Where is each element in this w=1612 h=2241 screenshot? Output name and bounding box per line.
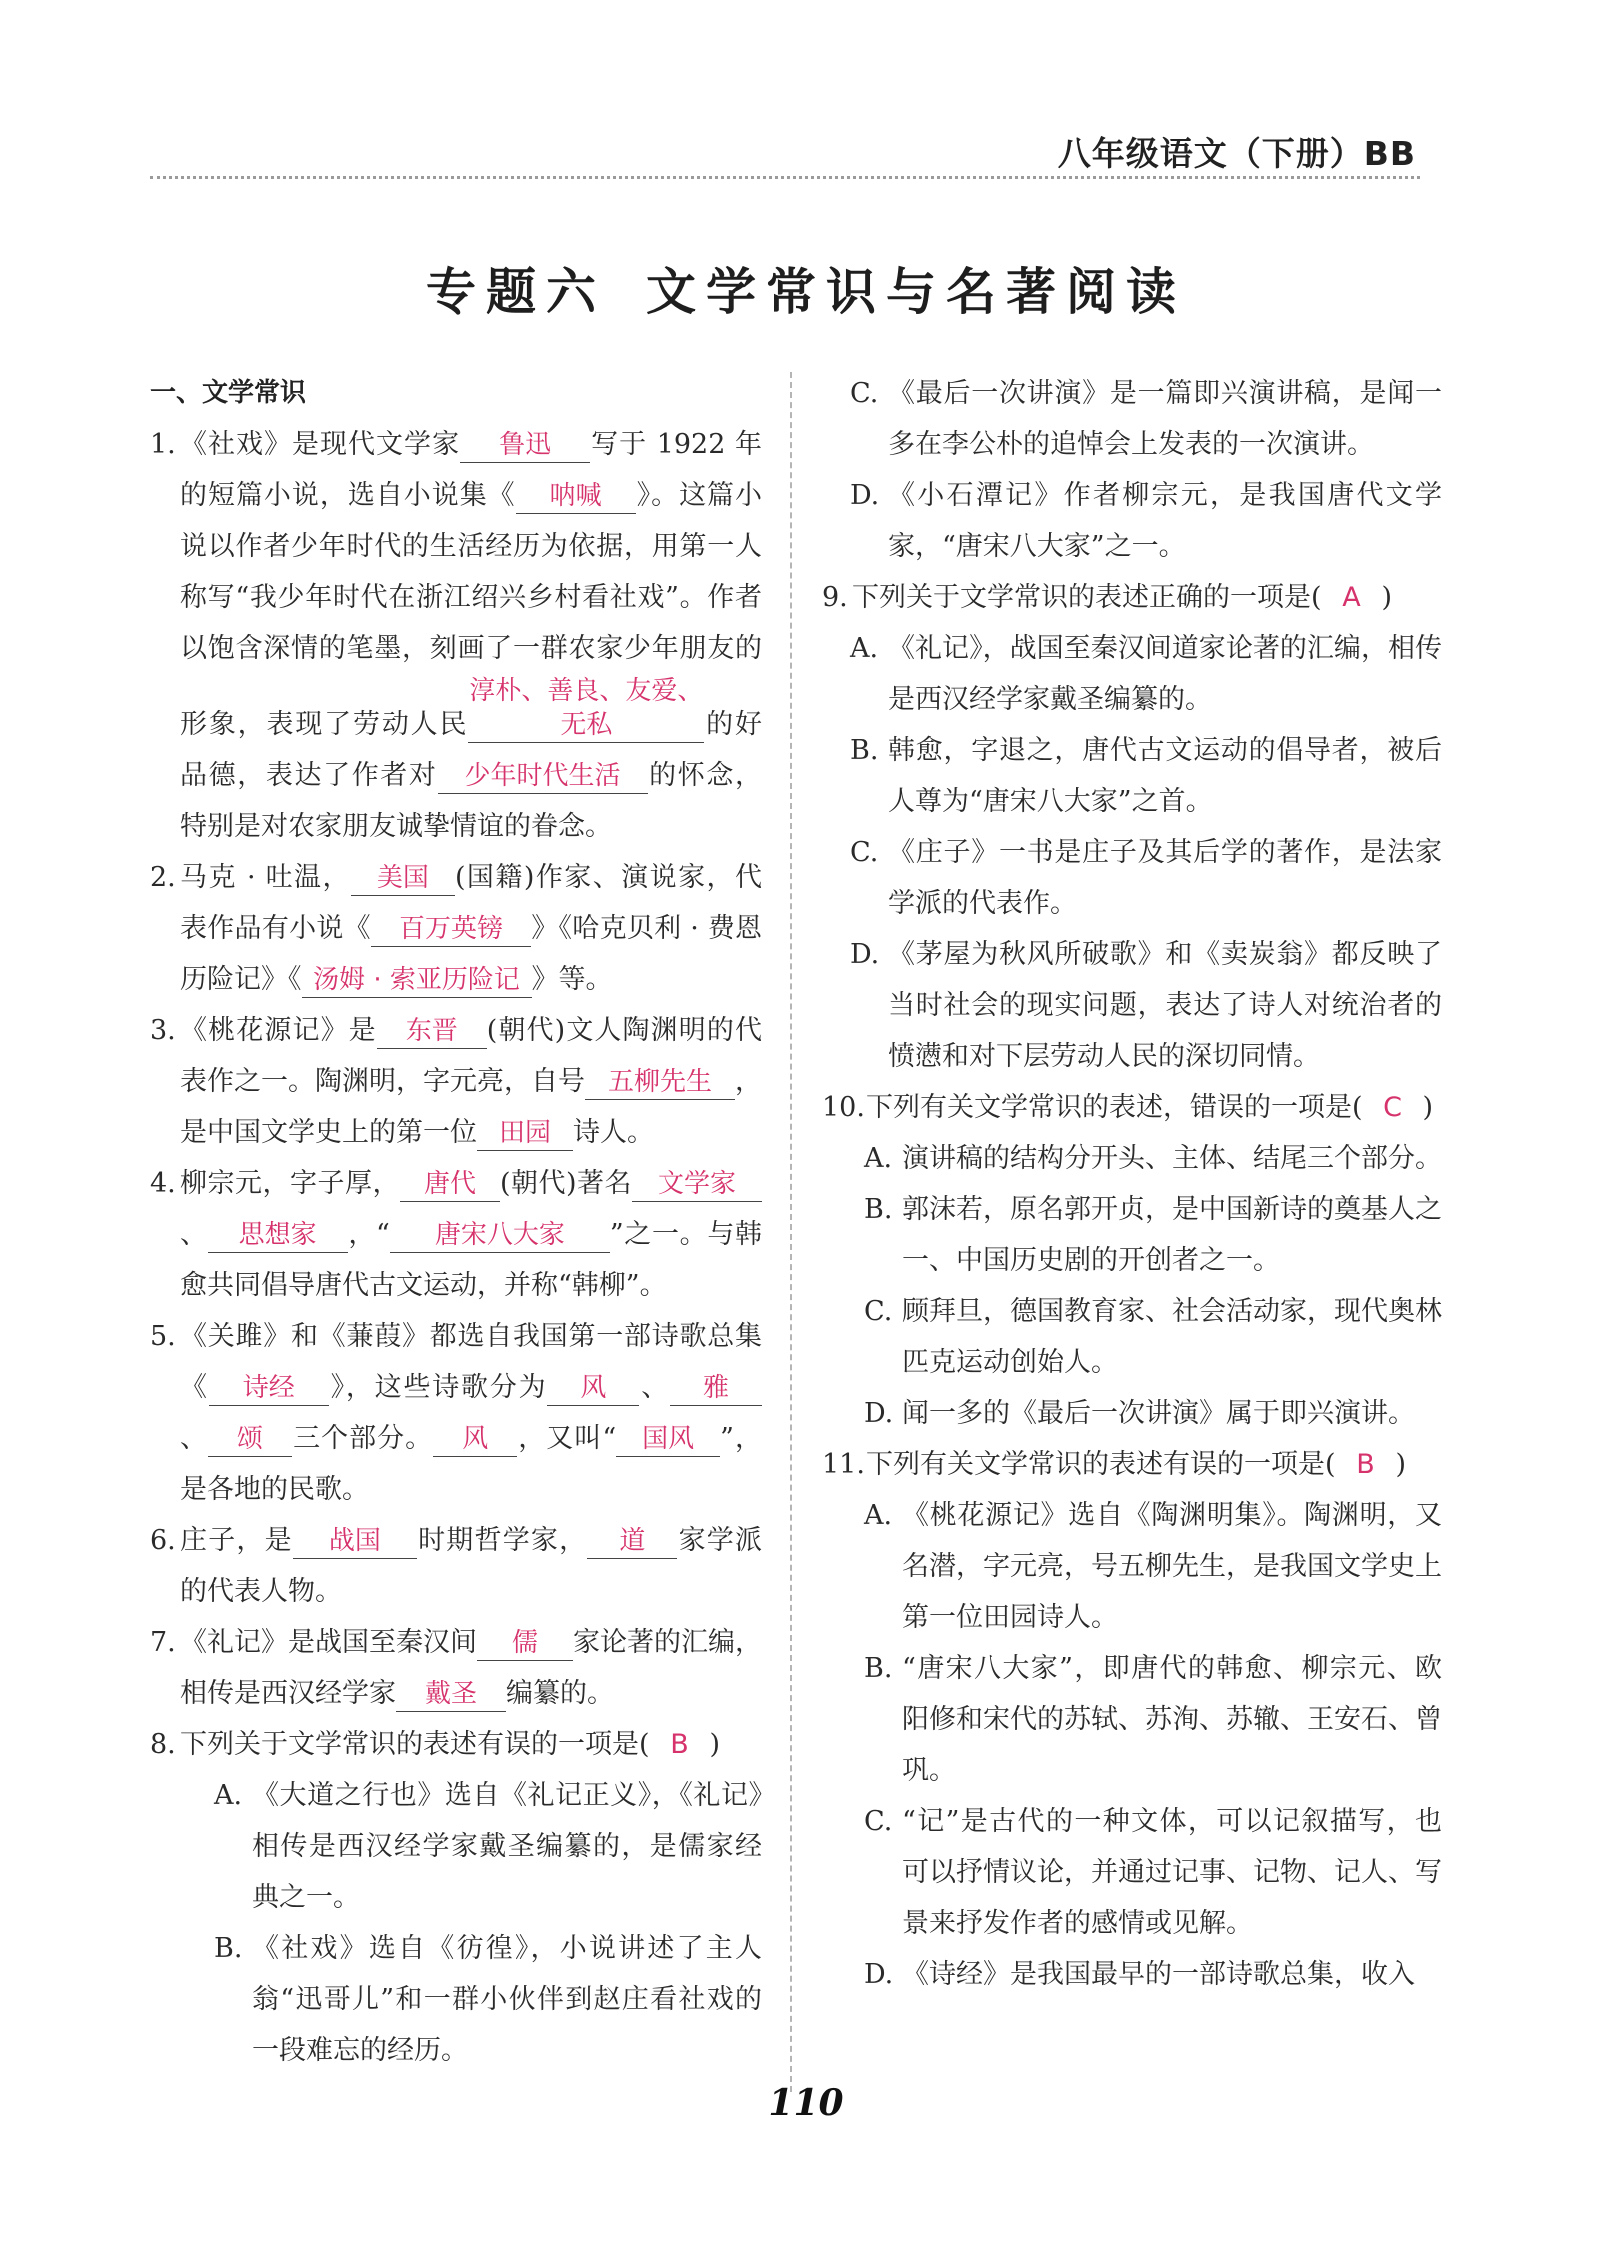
answer-blank: 战国 (293, 1524, 417, 1559)
question-text: ，是中国文学史上的第一位 (180, 1066, 762, 1148)
option-text: “唐宋八大家”，即唐代的韩愈、柳宗元、欧阳修和宋代的苏轼、苏洵、苏辙、王安石、曾巩。 (902, 1653, 1442, 1786)
option-label: B. (214, 1933, 243, 1964)
question-text: 家学派的代表人物。 (180, 1525, 763, 1607)
option-label: D. (864, 1959, 894, 1990)
answer-blank: 东晋 (377, 1014, 487, 1049)
option-label: B. (864, 1653, 893, 1684)
answer-blank: 颂 (208, 1422, 292, 1457)
option-label: B. (864, 1194, 893, 1225)
option-d (822, 470, 1442, 572)
question-text: 柳宗元，字子厚， (180, 1168, 400, 1199)
option-label: A. (214, 1780, 243, 1811)
option-c (822, 1286, 1442, 1388)
option-d (822, 1388, 1442, 1439)
option-a (822, 1490, 1442, 1643)
question-text: 的好品德，表达了作者对 (180, 709, 763, 791)
option-text: 演讲稿的结构分开头、主体、结尾三个部分。 (902, 1143, 1442, 1174)
answer-blank: 少年时代生活 (438, 759, 648, 794)
question-number: 3. (150, 1015, 176, 1046)
question-text: 马克 · 吐温， (180, 862, 351, 893)
option-label: B. (850, 735, 879, 766)
question-number: 7. (150, 1627, 176, 1658)
choice-answer: B (1356, 1449, 1375, 1480)
question-number: 9. (822, 582, 848, 613)
answer-blank: 思想家 (208, 1218, 348, 1253)
answer-blank: 国风 (616, 1422, 720, 1457)
question-stem: 下列关于文学常识的表述有误的一项是( (180, 1729, 650, 1760)
option-a (822, 623, 1442, 725)
question-stem: 下列有关文学常识的表述有误的一项是( (866, 1449, 1336, 1480)
question-3 (150, 1005, 762, 1158)
option-text: 《小石潭记》作者柳宗元，是我国唐代文学家，“唐宋八大家”之一。 (888, 480, 1442, 562)
answer-blank: 戴圣 (396, 1677, 506, 1712)
page-title-topic: 专题六 (426, 262, 606, 321)
option-c (822, 1796, 1442, 1949)
question-text: 家论著的汇编，相传是西汉经学家 (180, 1627, 762, 1709)
question-number: 10. (822, 1092, 865, 1123)
question-6 (150, 1515, 762, 1617)
answer-blank: 唐代 (400, 1167, 500, 1202)
right-column (822, 368, 1442, 2000)
page-title-subject: 文学常识与名著阅读 (646, 262, 1186, 321)
header-title: 八年级语文（下册）BB (1057, 134, 1416, 173)
question-text: 、 (180, 1219, 208, 1250)
question-number: 11. (822, 1449, 865, 1480)
answer-blank: 百万英镑 (371, 912, 531, 947)
question-stem: 下列关于文学常识的表述正确的一项是( (852, 582, 1322, 613)
option-label: C. (850, 837, 879, 868)
question-text: 庄子，是 (180, 1525, 293, 1556)
question-number: 1. (150, 429, 176, 460)
question-number: 2. (150, 862, 176, 893)
question-stem-close: ) (709, 1729, 721, 1760)
question-number: 6. (150, 1525, 176, 1556)
option-text: 郭沫若，原名郭开贞，是中国新诗的奠基人之一、中国历史剧的开创者之一。 (902, 1194, 1442, 1276)
question-text: ，“ (347, 1219, 390, 1250)
answer-blank: 呐喊 (516, 479, 636, 514)
question-text: 、 (180, 1423, 209, 1454)
answer-blank: 文学家 (632, 1167, 762, 1202)
question-7 (150, 1617, 762, 1719)
question-number: 8. (150, 1729, 176, 1760)
option-a (150, 1770, 762, 1923)
option-b (822, 1643, 1442, 1796)
question-text: 时期哲学家， (416, 1525, 588, 1556)
question-11 (822, 1439, 1442, 1490)
answer-blank: 诗经 (209, 1371, 329, 1406)
question-number: 4. (150, 1168, 176, 1199)
option-b (150, 1923, 762, 2076)
option-text: 《大道之行也》选自《礼记正义》，《礼记》相传是西汉经学家戴圣编纂的，是儒家经典之一。 (252, 1780, 762, 1913)
question-text: 、 (639, 1372, 671, 1403)
question-number: 5. (150, 1321, 176, 1352)
page-number: 110 (768, 2082, 844, 2124)
choice-answer: C (1383, 1092, 1402, 1123)
option-text: 《茅屋为秋风所破歌》和《卖炭翁》都反映了当时社会的现实问题，表达了诗人对统治者的愤懑和对下层劳动人民的深切同情。 (888, 939, 1442, 1072)
option-text: 韩愈，字退之，唐代古文运动的倡导者，被后人尊为“唐宋八大家”之首。 (888, 735, 1442, 817)
question-text: 《礼记》是战国至秦汉间 (180, 1627, 477, 1658)
option-text: 《礼记》，战国至秦汉间道家论著的汇编，相传是西汉经学家戴圣编纂的。 (888, 633, 1442, 715)
choice-answer: A (1342, 582, 1361, 613)
section-title: 一、文学常识 (150, 378, 307, 408)
answer-blank: 风 (433, 1422, 517, 1457)
answer-blank: 儒 (477, 1626, 573, 1661)
question-1 (150, 419, 762, 852)
question-4 (150, 1158, 762, 1311)
answer-blank: 美国 (351, 861, 455, 896)
question-10 (822, 1082, 1442, 1133)
option-b (822, 725, 1442, 827)
option-label: A. (864, 1143, 893, 1174)
option-text: 《最后一次讲演》是一篇即兴演讲稿，是闻一多在李公朴的追悼会上发表的一次演讲。 (888, 378, 1442, 460)
question-text: 》《哈克贝利 · 费恩历险记》《 (180, 913, 763, 995)
question-text: 《社戏》是现代文学家 (180, 429, 461, 460)
answer-blank: 五柳先生 (585, 1065, 735, 1100)
page-title (0, 252, 1612, 324)
option-label: A. (850, 633, 879, 664)
question-stem-close: ) (1422, 1092, 1434, 1123)
question-text: ”，是各地的民歌。 (180, 1423, 762, 1505)
option-d (822, 929, 1442, 1082)
question-5 (150, 1311, 762, 1515)
option-c (822, 368, 1442, 470)
choice-answer: B (670, 1729, 689, 1760)
option-text: 闻一多的《最后一次讲演》属于即兴演讲。 (902, 1398, 1415, 1429)
answer-blank: 汤姆 · 索亚历险记 (302, 963, 532, 998)
header-divider (150, 176, 1420, 179)
question-text: 》。这篇小说以作者少年时代的生活经历为依据，用第一人称写“我少年时代在浙江绍兴乡村看社戏”。作者以饱含深情的笔墨，刻画了一群农家少年朋友的形象，表现了劳动人民 (180, 480, 763, 740)
answer-blank: 淳朴、善良、友爱、无私 (468, 674, 704, 743)
option-label: D. (850, 939, 880, 970)
question-text: ，又叫“ (517, 1423, 617, 1454)
option-c (822, 827, 1442, 929)
option-text: “记”是古代的一种文体，可以记叙描写，也可以抒情议论，并通过记事、记物、记人、写景来抒发作者的感情或见解。 (902, 1806, 1442, 1939)
question-2 (150, 852, 762, 1005)
question-8 (150, 1719, 762, 1770)
question-9 (822, 572, 1442, 623)
question-stem-close: ) (1395, 1449, 1407, 1480)
question-text: (朝代)文人陶渊明的代表作之一。陶渊明，字元亮，自号 (180, 1015, 762, 1097)
question-text: (朝代)著名 (499, 1168, 633, 1199)
answer-blank: 道 (587, 1524, 677, 1559)
question-text: 》，这些诗歌分为 (328, 1372, 548, 1403)
question-text: 》等。 (531, 964, 613, 995)
answer-blank: 雅 (670, 1371, 762, 1406)
question-text: 诗人。 (573, 1117, 654, 1148)
option-label: C. (850, 378, 879, 409)
question-text: ”之一。与韩愈共同倡导唐代古文运动，并称“韩柳”。 (180, 1219, 762, 1301)
option-text: 《庄子》一书是庄子及其后学的著作，是法家学派的代表作。 (888, 837, 1442, 919)
option-label: D. (864, 1398, 894, 1429)
option-label: C. (864, 1806, 893, 1837)
option-label: C. (864, 1296, 893, 1327)
answer-blank: 田园 (477, 1116, 573, 1151)
left-column (150, 368, 762, 2076)
question-text: 《关雎》和《蒹葭》都选自我国第一部诗歌总集《 (180, 1321, 762, 1403)
option-text: 顾拜旦，德国教育家、社会活动家，现代奥林匹克运动创始人。 (902, 1296, 1442, 1378)
question-11-options (822, 1490, 1442, 2000)
question-text: 编纂的。 (506, 1678, 614, 1709)
option-text: 《诗经》是我国最早的一部诗歌总集，收入 (902, 1959, 1415, 1990)
option-text: 《社戏》选自《彷徨》，小说讲述了主人翁“迅哥儿”和一群小伙伴到赵庄看社戏的一段难忘的经历。 (252, 1933, 762, 2066)
column-divider (790, 372, 792, 2092)
question-text: (国籍)作家、演说家，代表作品有小说《 (180, 862, 762, 944)
option-label: D. (850, 480, 880, 511)
option-d (822, 1949, 1442, 2000)
answer-blank: 唐宋八大家 (390, 1218, 610, 1253)
question-text: 《桃花源记》是 (180, 1015, 377, 1046)
question-text: 的怀念，特别是对农家朋友诚挚情谊的眷念。 (180, 760, 763, 842)
option-text: 《桃花源记》选自《陶渊明集》。陶渊明，又名潜，字元亮，号五柳先生，是我国文学史上第一位田园诗人。 (902, 1500, 1442, 1633)
question-text: 三个部分。 (292, 1423, 434, 1454)
question-10-options (822, 1133, 1442, 1439)
answer-blank: 风 (547, 1371, 639, 1406)
question-text: 写于 1922 年的短篇小说，选自小说集《 (180, 429, 762, 511)
option-b (822, 1184, 1442, 1286)
answer-blank: 鲁迅 (460, 428, 590, 463)
question-stem-close: ) (1381, 582, 1393, 613)
question-stem: 下列有关文学常识的表述，错误的一项是( (866, 1092, 1363, 1123)
option-label: A. (864, 1500, 893, 1531)
option-a (822, 1133, 1442, 1184)
